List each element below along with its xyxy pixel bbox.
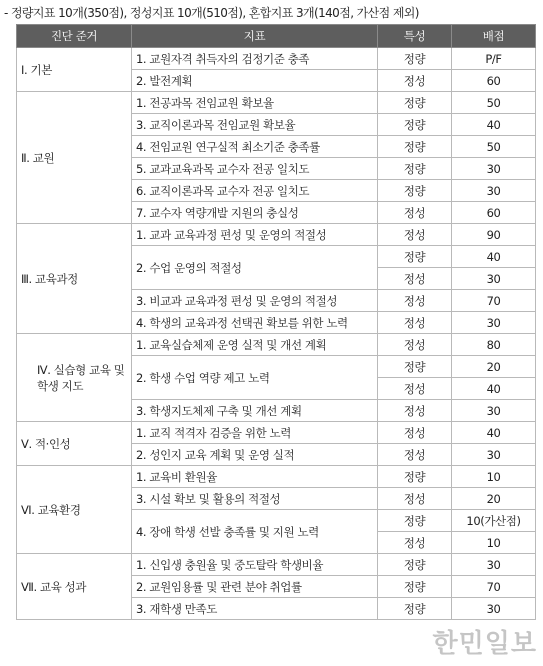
score-cell: 30 [452,180,536,202]
type-cell: 정성 [378,400,452,422]
score-cell: P/F [452,48,536,70]
score-cell: 50 [452,92,536,114]
indicator-cell: 4. 장애 학생 선발 충족률 및 지원 노력 [132,510,378,554]
indicator-cell: 3. 재학생 만족도 [132,598,378,620]
table-header-row [17,25,536,48]
score-cell: 30 [452,554,536,576]
table-row [17,422,536,444]
indicator-cell: 7. 교수자 역량개발 지원의 충실성 [132,202,378,224]
indicator-cell: 3. 학생지도체제 구축 및 개선 계획 [132,400,378,422]
score-cell: 90 [452,224,536,246]
type-cell: 정량 [378,114,452,136]
indicator-cell: 1. 교직 적격자 검증을 위한 노력 [132,422,378,444]
score-cell: 70 [452,576,536,598]
type-cell: 정량 [378,466,452,488]
type-cell: 정량 [378,48,452,70]
score-cell: 40 [452,114,536,136]
table-row [17,224,536,246]
indicator-cell: 2. 성인지 교육 계획 및 운영 실적 [132,444,378,466]
table-row [17,466,536,488]
score-cell: 30 [452,268,536,290]
header-category: 진단 준거 [17,25,132,48]
category-cell: Ⅴ. 적·인성 [17,422,132,466]
indicator-cell: 4. 전임교원 연구실적 최소기준 충족률 [132,136,378,158]
score-cell: 20 [452,488,536,510]
score-cell: 30 [452,312,536,334]
indicator-cell: 2. 교원임용률 및 관련 분야 취업률 [132,576,378,598]
type-cell: 정성 [378,312,452,334]
indicator-cell: 1. 교육비 환원율 [132,466,378,488]
score-cell: 40 [452,422,536,444]
indicator-cell: 6. 교직이론과목 교수자 전공 일치도 [132,180,378,202]
publisher-watermark: 한민일보 [432,629,537,659]
table-row [17,554,536,576]
indicator-cell: 1. 신입생 충원율 및 중도탈락 학생비율 [132,554,378,576]
type-cell: 정성 [378,202,452,224]
score-cell: 30 [452,158,536,180]
type-cell: 정성 [378,422,452,444]
type-cell: 정량 [378,136,452,158]
type-cell: 정성 [378,334,452,356]
indicator-cell: 2. 수업 운영의 적절성 [132,246,378,290]
table-row [17,48,536,70]
table-row [17,334,536,356]
type-cell: 정성 [378,488,452,510]
score-cell: 10(가산점) [452,510,536,532]
indicator-cell: 2. 학생 수업 역량 제고 노력 [132,356,378,400]
type-cell: 정량 [378,180,452,202]
header-score: 배점 [452,25,536,48]
type-cell: 정량 [378,554,452,576]
type-cell: 정량 [378,598,452,620]
category-cell: Ⅱ. 교원 [17,92,132,224]
type-cell: 정성 [378,378,452,400]
score-cell: 40 [452,246,536,268]
score-cell: 10 [452,466,536,488]
indicator-cell: 4. 학생의 교육과정 선택권 확보를 위한 노력 [132,312,378,334]
score-cell: 30 [452,598,536,620]
category-cell: Ⅳ. 실습형 교육 및 학생 지도 [17,334,132,422]
score-cell: 30 [452,400,536,422]
evaluation-indicator-table [16,24,536,620]
type-cell: 정성 [378,444,452,466]
type-cell: 정량 [378,356,452,378]
category-cell: Ⅵ. 교육환경 [17,466,132,554]
score-cell: 70 [452,290,536,312]
score-cell: 40 [452,378,536,400]
table-caption: - 정량지표 10개(350점), 정성지표 10개(510점), 혼합지표 3개(140점, 가산점 제외) [4,6,419,20]
type-cell: 정량 [378,576,452,598]
score-cell: 30 [452,444,536,466]
indicator-cell: 1. 교원자격 취득자의 검정기준 충족 [132,48,378,70]
score-cell: 50 [452,136,536,158]
type-cell: 정성 [378,268,452,290]
header-type: 특성 [378,25,452,48]
type-cell: 정성 [378,224,452,246]
type-cell: 정량 [378,92,452,114]
header-indicator: 지표 [132,25,378,48]
indicator-cell: 1. 교과 교육과정 편성 및 운영의 적절성 [132,224,378,246]
score-cell: 60 [452,202,536,224]
score-cell: 60 [452,70,536,92]
type-cell: 정성 [378,532,452,554]
type-cell: 정성 [378,70,452,92]
indicator-cell: 1. 교육실습체제 운영 실적 및 개선 계획 [132,334,378,356]
category-cell: Ⅲ. 교육과정 [17,224,132,334]
category-cell: Ⅰ. 기본 [17,48,132,92]
type-cell: 정량 [378,158,452,180]
type-cell: 정성 [378,290,452,312]
indicator-cell: 5. 교과교육과목 교수자 전공 일치도 [132,158,378,180]
indicator-cell: 3. 교직이론과목 전임교원 확보율 [132,114,378,136]
score-cell: 20 [452,356,536,378]
type-cell: 정량 [378,246,452,268]
category-cell: Ⅶ. 교육 성과 [17,554,132,620]
type-cell: 정량 [378,510,452,532]
table-row [17,92,536,114]
indicator-cell: 2. 발전계획 [132,70,378,92]
indicator-cell: 1. 전공과목 전임교원 확보율 [132,92,378,114]
score-cell: 10 [452,532,536,554]
indicator-cell: 3. 시설 확보 및 활용의 적절성 [132,488,378,510]
score-cell: 80 [452,334,536,356]
indicator-cell: 3. 비교과 교육과정 편성 및 운영의 적절성 [132,290,378,312]
